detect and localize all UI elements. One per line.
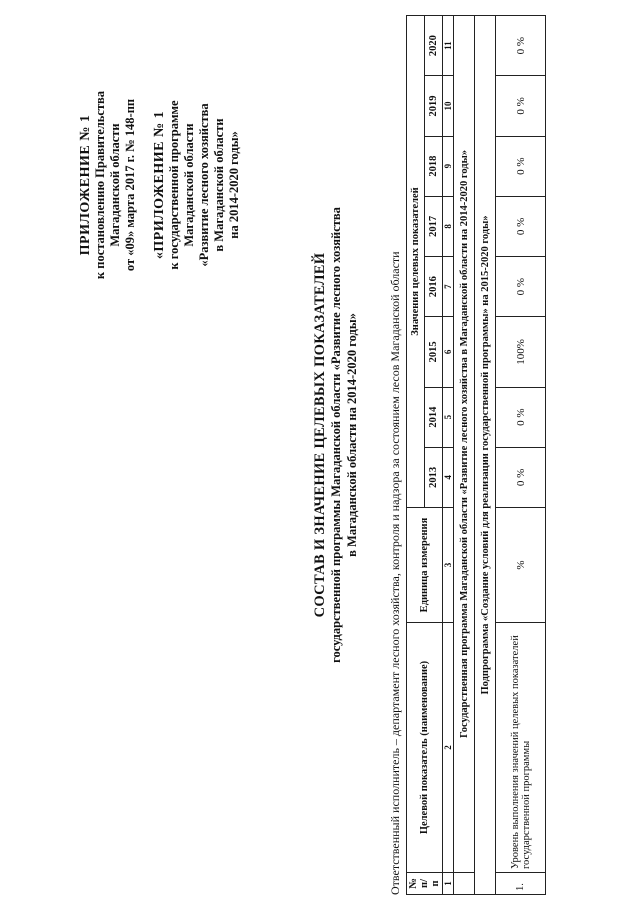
year-header: 2020 (425, 16, 443, 76)
appendix-line: от «09» марта 2017 г. № 148-пп (123, 98, 137, 272)
subprogram-row: Подпрограмма «Создание условий для реализации государственной программы» на 2015-2020 годы» (475, 16, 496, 895)
column-number: 9 (443, 136, 454, 196)
value-cell: 0 % (496, 447, 546, 507)
column-number: 10 (443, 76, 454, 136)
column-number: 7 (443, 257, 454, 317)
column-number: 6 (443, 317, 454, 387)
value-cell: 100% (496, 317, 546, 387)
appendix-line: к постановлению Правительства (93, 90, 107, 280)
year-header: 2017 (425, 196, 443, 256)
appendix-line: в Магаданской области (212, 118, 226, 252)
title-sub: в Магаданской области на 2014-2020 годы» (345, 313, 359, 557)
header-unit: Единица измерения (407, 508, 443, 623)
responsible-executor: Ответственный исполнитель – департамент лесного хозяйства, контроля и надзора за состоянием лесов Магаданской области (388, 251, 402, 895)
value-cell: 0 % (496, 196, 546, 256)
value-cell: 0 % (496, 387, 546, 447)
value-cell: 0 % (496, 136, 546, 196)
column-number: 3 (443, 508, 454, 623)
year-header: 2014 (425, 387, 443, 447)
header-indicator: Целевой показатель (наименование) (407, 623, 443, 873)
column-number: 4 (443, 447, 454, 507)
appendix-line: Магаданской области (182, 123, 196, 247)
column-number: 5 (443, 387, 454, 447)
value-cell: 0 % (496, 76, 546, 136)
appendix-line: к государственной программе (167, 100, 181, 270)
column-number: 2 (443, 623, 454, 873)
indicators-table (406, 15, 546, 895)
year-header: 2018 (425, 136, 443, 196)
column-number: 8 (443, 196, 454, 256)
header-no: № п/п (407, 873, 443, 895)
row-number: 1. (496, 873, 546, 895)
program-row: Государственная программа Магаданской области «Развитие лесного хозяйства в Магаданской области на 2014-2020 годы» (454, 16, 475, 873)
appendix-line: на 2014-2020 годы» (227, 131, 241, 239)
year-header: 2016 (425, 257, 443, 317)
title-sub: государственной программы Магаданской области «Развитие лесного хозяйства (329, 207, 343, 663)
value-cell: 0 % (496, 16, 546, 76)
value-cell: 0 % (496, 257, 546, 317)
appendix-line: Магаданской области (108, 123, 122, 247)
year-header: 2015 (425, 317, 443, 387)
header-values: Значения целевых показателей (407, 16, 425, 508)
document-title (312, 115, 360, 755)
column-number: 11 (443, 16, 454, 76)
appendix-title: ПРИЛОЖЕНИЕ № 1 (78, 114, 93, 256)
unit-cell: % (496, 508, 546, 623)
appendix-title-2: «ПРИЛОЖЕНИЕ № 1 (152, 110, 167, 260)
year-header: 2013 (425, 447, 443, 507)
year-header: 2019 (425, 76, 443, 136)
column-number: 1 (443, 873, 454, 895)
appendix-block (78, 20, 242, 350)
appendix-line: «Развитие лесного хозяйства (197, 103, 211, 267)
indicator-name: Уровень выполнения значений целевых показателей государственной программы (496, 623, 546, 873)
title-main: СОСТАВ И ЗНАЧЕНИЕ ЦЕЛЕВЫХ ПОКАЗАТЕЛЕЙ (312, 252, 328, 618)
